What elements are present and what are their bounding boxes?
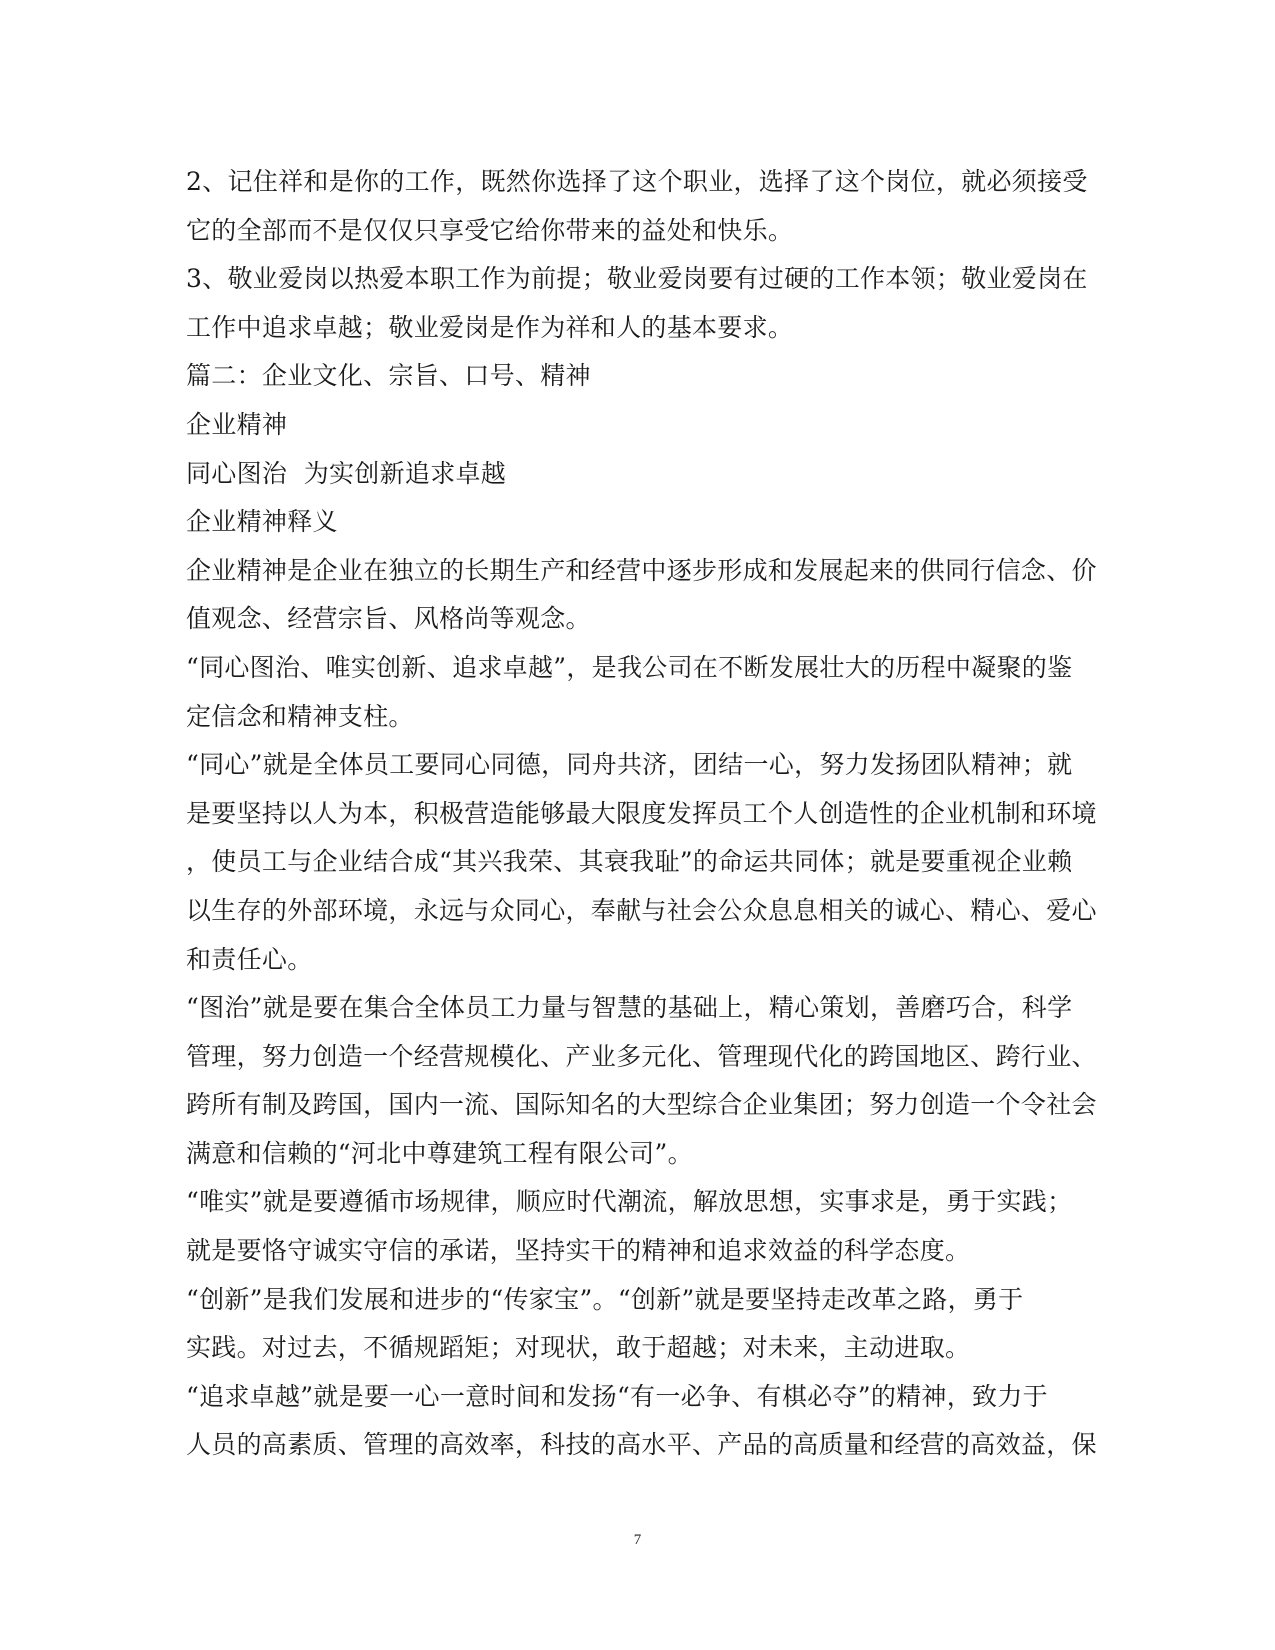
text-line: ，使员工与企业结合成“其兴我荣、其衰我耻”的命运共同体；就是要重视企业赖 — [186, 847, 1073, 877]
text-line: 就是要恪守诚实守信的承诺，坚持实干的精神和追求效益的科学态度。 — [186, 1236, 971, 1266]
subheading: 企业精神释义 — [186, 507, 338, 537]
text-line: 和责任心。 — [186, 944, 313, 974]
text-line: 实践。对过去，不循规蹈矩；对现状，敢于超越；对未来，主动进取。 — [186, 1333, 971, 1363]
document-body — [186, 158, 1096, 1470]
text-line: 值观念、经营宗旨、风格尚等观念。 — [186, 604, 591, 634]
text-line: 跨所有制及跨国，国内一流、国际知名的大型综合企业集团；努力创造一个令社会 — [186, 1090, 1097, 1120]
text-line: 企业精神是企业在独立的长期生产和经营中逐步形成和发展起来的供同行信念、价 — [186, 555, 1097, 585]
slogan-line: 同心图治 为实创新追求卓越 — [186, 458, 507, 488]
text-line: 工作中追求卓越；敬业爱岗是作为祥和人的基本要求。 — [186, 312, 794, 342]
text-line: 以生存的外部环境，永远与众同心，奉献与社会公众息息相关的诚心、精心、爱心 — [186, 895, 1097, 925]
text-line: 人员的高素质、管理的高效率，科技的高水平、产品的高质量和经营的高效益，保 — [186, 1430, 1097, 1460]
text-line: 定信念和精神支柱。 — [186, 701, 414, 731]
text-line: 满意和信赖的“河北中尊建筑工程有限公司”。 — [186, 1138, 693, 1168]
text-line: 是要坚持以人为本，积极营造能够最大限度发挥员工个人创造性的企业机制和环境 — [186, 798, 1097, 828]
text-line: 它的全部而不是仅仅只享受它给你带来的益处和快乐。 — [186, 215, 794, 245]
page-number: 7 — [633, 1532, 642, 1548]
text-line: “追求卓越”就是要一心一意时间和发扬“有一必争、有棋必夺”的精神，致力于 — [186, 1381, 1048, 1411]
text-line: 管理，努力创造一个经营规模化、产业多元化、管理现代化的跨国地区、跨行业、 — [186, 1041, 1097, 1071]
text-line: 3、敬业爱岗以热爱本职工作为前提；敬业爱岗要有过硬的工作本领；敬业爱岗在 — [186, 264, 1088, 294]
text-line: “同心图治、唯实创新、追求卓越”，是我公司在不断发展壮大的历程中凝聚的鉴 — [186, 652, 1073, 682]
text-line: “唯实”就是要遵循市场规律，顺应时代潮流，解放思想，实事求是，勇于实践； — [186, 1187, 1073, 1217]
section-heading: 篇二：企业文化、宗旨、口号、精神 — [186, 361, 591, 391]
text-line: “同心”就是全体员工要同心同德，同舟共济，团结一心，努力发扬团队精神；就 — [186, 750, 1073, 780]
text-line: “创新”是我们发展和进步的“传家宝”。“创新”就是要坚持走改革之路，勇于 — [186, 1284, 1024, 1314]
subheading: 企业精神 — [186, 409, 288, 439]
text-line: “图治”就是要在集合全体员工力量与智慧的基础上，精心策划，善磨巧合，科学 — [186, 993, 1073, 1023]
text-line: 2、记住祥和是你的工作，既然你选择了这个职业，选择了这个岗位，就必须接受 — [186, 167, 1088, 196]
